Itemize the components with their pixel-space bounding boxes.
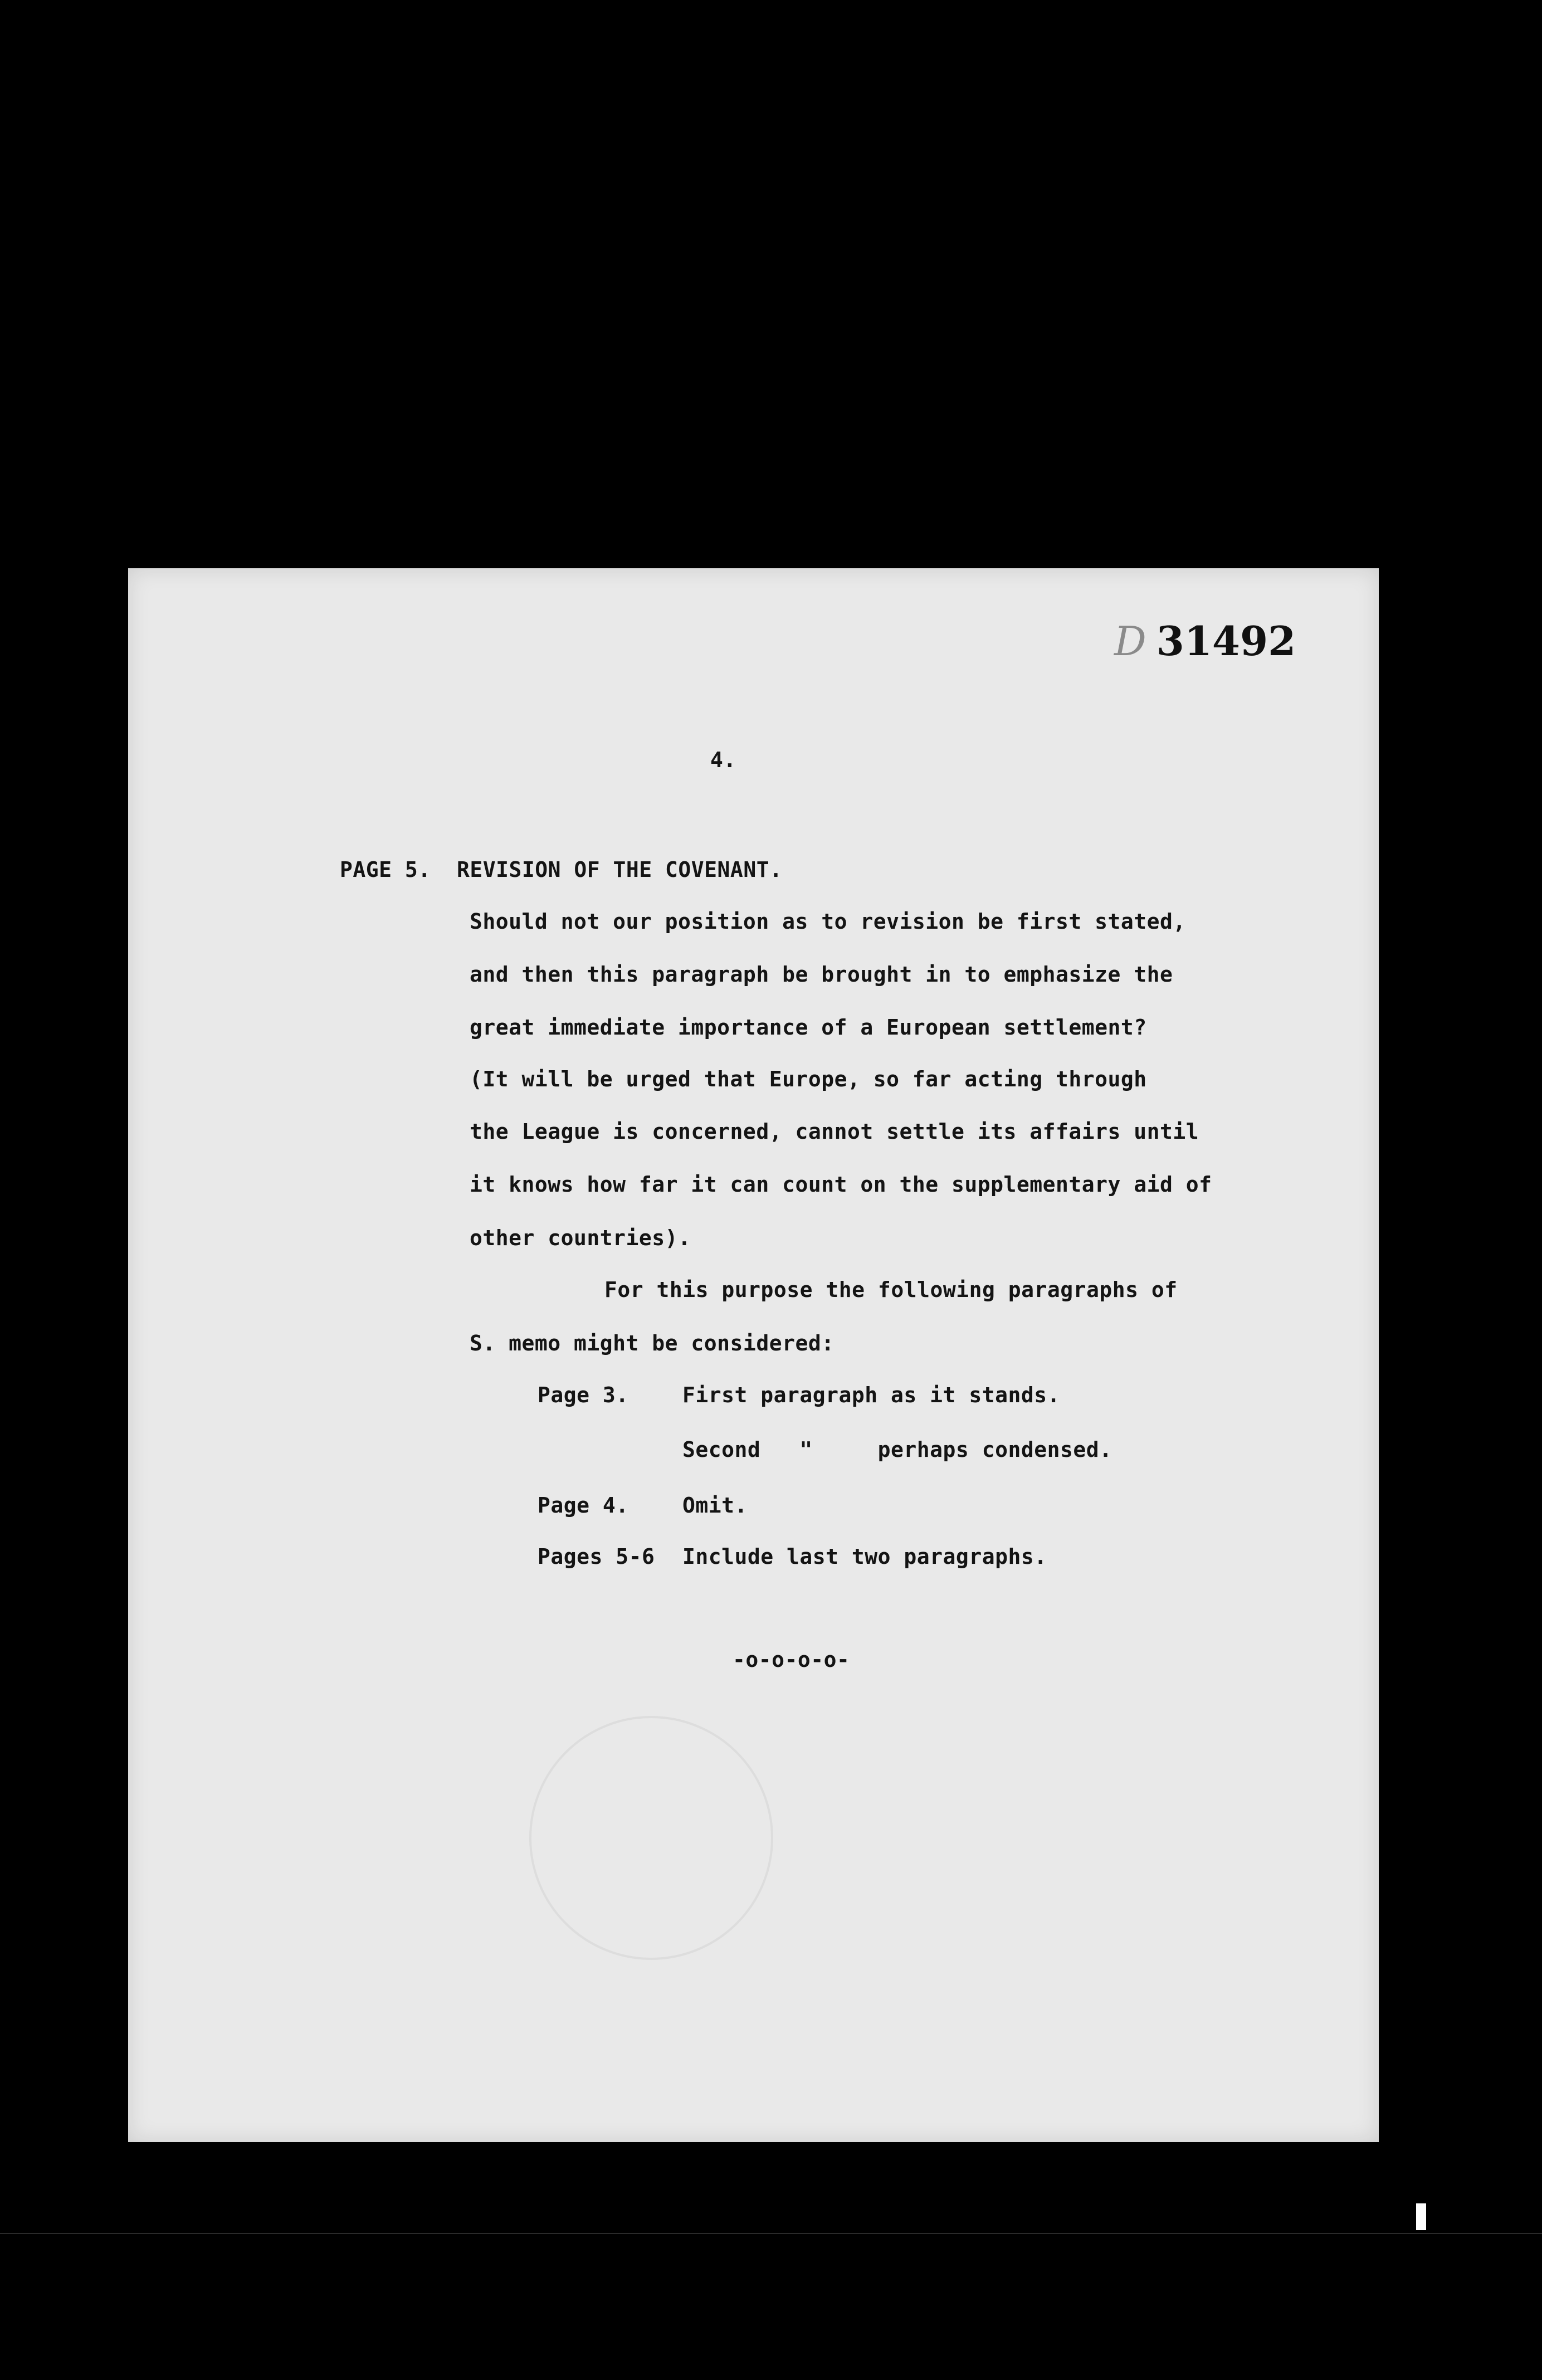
paragraph-line: it knows how far it can count on the supplementary aid of	[470, 1172, 1212, 1197]
document-page	[128, 568, 1379, 2142]
item-page-ref: Pages 5-6	[538, 1544, 655, 1569]
document-code-prefix: D	[1114, 618, 1146, 665]
section-label: PAGE 5.	[340, 857, 431, 882]
item-text: First paragraph as it stands.	[682, 1383, 1060, 1407]
paragraph-line: and then this paragraph be brought in to emphasize the	[470, 962, 1173, 987]
section-title: REVISION OF THE COVENANT.	[457, 857, 783, 882]
film-edge-mark	[1416, 2203, 1426, 2230]
end-mark: -o-o-o-o-	[733, 1647, 850, 1672]
item-page-ref: Page 4.	[538, 1493, 629, 1518]
film-edge-line	[0, 2233, 1542, 2234]
second-paragraph-line: For this purpose the following paragraphs of	[604, 1277, 1178, 1302]
document-code-number: 31492	[1156, 617, 1296, 665]
paragraph-line: Should not our position as to revision be first stated,	[470, 909, 1186, 934]
faded-stamp	[529, 1716, 773, 1960]
item-page-ref: Page 3.	[538, 1383, 629, 1407]
item-text: Include last two paragraphs.	[682, 1544, 1047, 1569]
page-number: 4.	[710, 748, 736, 772]
paragraph-line: other countries).	[470, 1226, 691, 1250]
document-code	[1114, 617, 1296, 665]
paragraph-line: (It will be urged that Europe, so far acting through	[470, 1067, 1147, 1091]
paragraph-line: great immediate importance of a European settlement?	[470, 1015, 1147, 1040]
item-text: Second " perhaps condensed.	[682, 1437, 1112, 1462]
item-text: Omit.	[682, 1493, 748, 1518]
paragraph-line: the League is concerned, cannot settle its affairs until	[470, 1119, 1199, 1144]
second-paragraph-line: S. memo might be considered:	[470, 1331, 835, 1355]
